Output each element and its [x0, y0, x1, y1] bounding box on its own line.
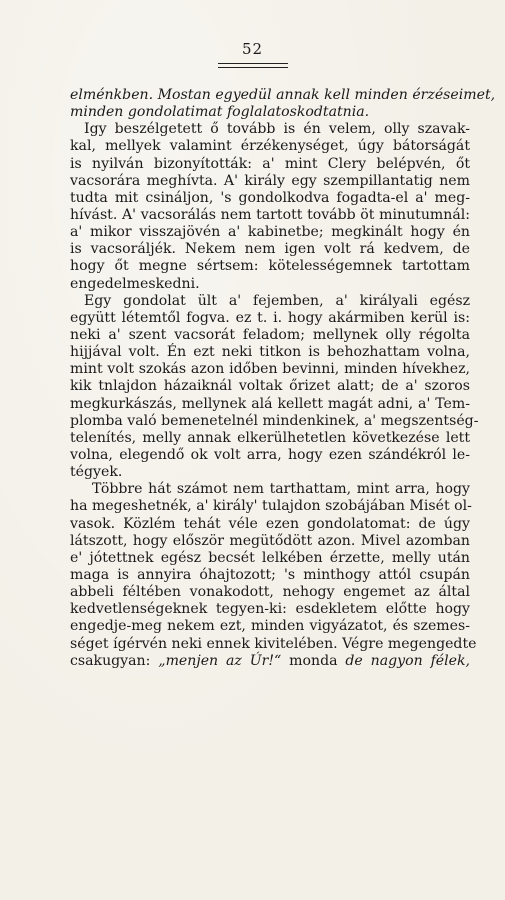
- text-segment: Igy beszélgetett ő tovább is én velem, olly szavak-: [84, 121, 470, 138]
- text-segment: monda: [281, 652, 346, 669]
- text-segment: együtt létemtől fogva. ez t. i. hogy akármiben kerül is:: [70, 309, 470, 326]
- text-line: [70, 87, 496, 104]
- text-line: [70, 276, 470, 293]
- text-line: [70, 190, 470, 207]
- text-segment: neki a' szent vacsorát feladom; mellynek olly régolta: [70, 326, 470, 343]
- text-line: [70, 533, 470, 550]
- text-line: [70, 618, 470, 635]
- text-segment: látszott, hogy először megütődött azon. Mivel azomban: [70, 532, 470, 549]
- text-line: [70, 464, 470, 481]
- text-segment: hogy őt megne sértsem: kötelességemnek tartottam: [70, 258, 470, 275]
- text-line: [70, 412, 479, 430]
- text-line: [70, 173, 470, 190]
- text-line: [70, 104, 470, 121]
- text-line: [70, 447, 470, 464]
- text-line: [70, 550, 470, 567]
- text-segment: kedvetlenségeknek tegyen-ki: esdekletem előtte hogy: [70, 601, 470, 618]
- text-segment: is vacsoráljék. Nekem nem igen volt rá kedvem, de: [70, 241, 470, 258]
- text-segment: hijjával volt. Én ezt neki titkon is behozhattam volna,: [70, 344, 470, 361]
- text-segment: megkurkászás, mellynek alá kellett magát adni, a' Tem-: [70, 395, 470, 412]
- text-line: [70, 653, 470, 670]
- body-text: [70, 87, 496, 670]
- text-segment: plomba való bemenetelnél mindenkinek, a' megszentség-: [70, 412, 479, 429]
- text-line: [70, 601, 470, 618]
- text-segment: elménkben. Mostan egyedül annak kell minden érzéseimet,: [70, 87, 496, 103]
- text-segment: telenítés, melly annak elkerülhetetlen következése lett: [70, 429, 470, 446]
- text-line: [70, 584, 470, 601]
- text-segment: engedje-meg nekem ezt, minden vigyázatot, és szemes-: [70, 618, 470, 635]
- header-rule-thick: [218, 63, 288, 64]
- text-segment: Egy gondolat ült a' fejemben, a' királyali egész: [84, 292, 470, 309]
- text-line: [70, 516, 470, 533]
- text-segment: de nagyon félek,: [345, 652, 471, 669]
- header-rule-thin: [218, 67, 288, 68]
- text-line: [70, 293, 470, 310]
- text-line: [70, 121, 470, 138]
- text-segment: mint volt szokás azon időben bevinni, minden hívekhez,: [70, 361, 470, 378]
- text-line: [70, 156, 470, 173]
- text-line: [70, 481, 470, 498]
- text-segment: volna, elegendő ok volt arra, hogy ezen szándékról le-: [70, 446, 470, 463]
- text-segment: ha megeshetnék, a' király' tulajdon szobájában Misét ol-: [70, 498, 472, 515]
- text-segment: séget ígérvén neki ennek kivitelében. Végre megengedte: [70, 635, 477, 652]
- text-segment: minden gondolatimat foglalatoskodtatnia.: [70, 104, 370, 121]
- page-number: 52: [241, 40, 264, 58]
- text-segment: abbeli féltében vonakodott, nehogy engemet az által: [70, 584, 470, 601]
- text-line: [70, 635, 477, 653]
- text-line: [70, 361, 470, 378]
- text-segment: kal, mellyek valamint érzékenységet, úgy bátorságát: [70, 138, 470, 155]
- text-line: [70, 258, 470, 275]
- text-segment: e' jótettnek egész becsét lelkében érzette, melly után: [70, 549, 470, 566]
- text-line: [70, 344, 470, 361]
- text-segment: hívást. A' vacsorálás nem tartott tovább öt minutumnál:: [70, 206, 470, 223]
- text-line: [70, 224, 470, 241]
- text-segment: vasok. Közlém tehát véle ezen gondolatomat: de úgy: [70, 515, 470, 532]
- text-segment: is nyilván bizonyították: a' mint Clery belépvén, őt: [70, 155, 470, 172]
- text-line: [70, 567, 470, 584]
- text-line: [70, 138, 470, 155]
- text-line: [70, 327, 470, 344]
- text-segment: tudta mit csináljon, 's gondolkodva fogadta-el a' meg-: [70, 189, 470, 206]
- text-segment: kik tnlajdon házaiknál voltak őrizet alatt; de a' szoros: [70, 378, 470, 395]
- text-segment: a' mikor visszajövén a' kabinetbe; megkinált hogy én: [70, 224, 470, 241]
- text-segment: engedelmeskedni.: [70, 275, 200, 292]
- text-line: [70, 310, 470, 327]
- text-segment: maga is annyira óhajtozott; 's minthogy attól csupán: [70, 566, 470, 583]
- text-segment: vacsorára meghívta. A' király egy szempillantatig nem: [70, 172, 470, 189]
- text-line: [70, 430, 470, 447]
- text-line: [70, 378, 470, 395]
- text-segment: tégyek.: [70, 464, 123, 481]
- text-line: [70, 396, 470, 413]
- text-line: [70, 207, 470, 224]
- text-segment: „menjen az Úr!“: [158, 652, 282, 669]
- text-line: [70, 498, 470, 515]
- text-line: [70, 241, 470, 258]
- text-segment: Többre hát számot nem tarthattam, mint arra, hogy: [92, 481, 470, 498]
- text-segment: csakugyan:: [70, 652, 159, 669]
